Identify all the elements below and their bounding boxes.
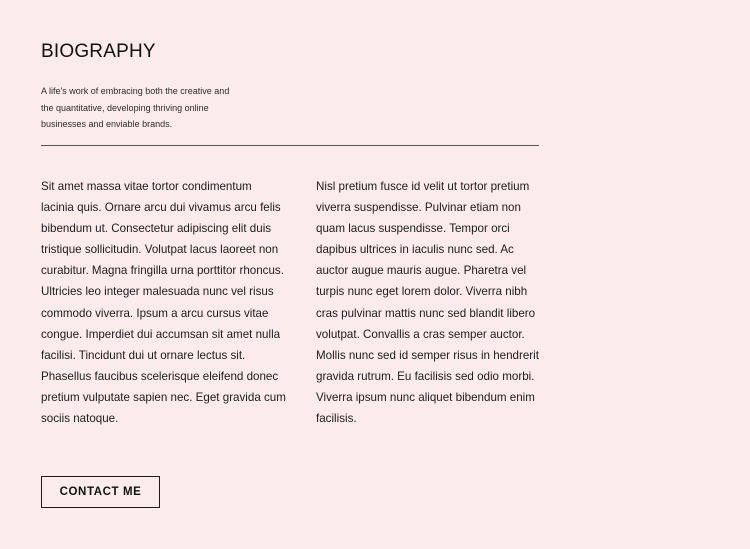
divider [41,145,539,146]
contact-me-button[interactable]: CONTACT ME [41,476,160,508]
body-column-right: Nisl pretium fusce id velit ut tortor pretium viverra suspendisse. Pulvinar etiam non quam lacus suspendisse. Tempor orci dapibus ultrices in iaculis nunc sed. Ac auctor augue mauris augue. Pharetra vel turpis nunc eget lorem dolor. Viverra nibh cras pulvinar mattis nunc sed blandit libero volutpat. Convallis a cras semper auctor. Mollis nunc sed id semper risus in hendrerit gravida rutrum. Eu facilisis sed odio morbi. Viverra ipsum nunc aliquet bibendum enim facilisis. [316,180,539,426]
body-column-left: Sit amet massa vitae tortor condimentum lacinia quis. Ornare arcu dui vivamus arcu felis bibendum ut. Consectetur adipiscing elit duis tristique sollicitudin. Volutpat lacus laoreet non curabitur. Magna fringilla urna porttitor rhoncus. Ultricies leo integer malesuada nunc vel risus commodo viverra. Ipsum a arcu cursus vitae congue. Imperdiet dui accumsan sit amet nulla facilisi. Tincidunt dui ut ornare lectus sit. Phasellus faucibus scelerisque eleifend donec pretium vulputate sapien nec. Eget gravida cum sociis natoque. [41,180,286,426]
section-title: BIOGRAPHY [41,41,156,62]
intro-text: A life's work of embracing both the creative and the quantitative, developing thriving online businesses and enviable brands. [41,86,230,129]
biography-section [41,0,539,549]
